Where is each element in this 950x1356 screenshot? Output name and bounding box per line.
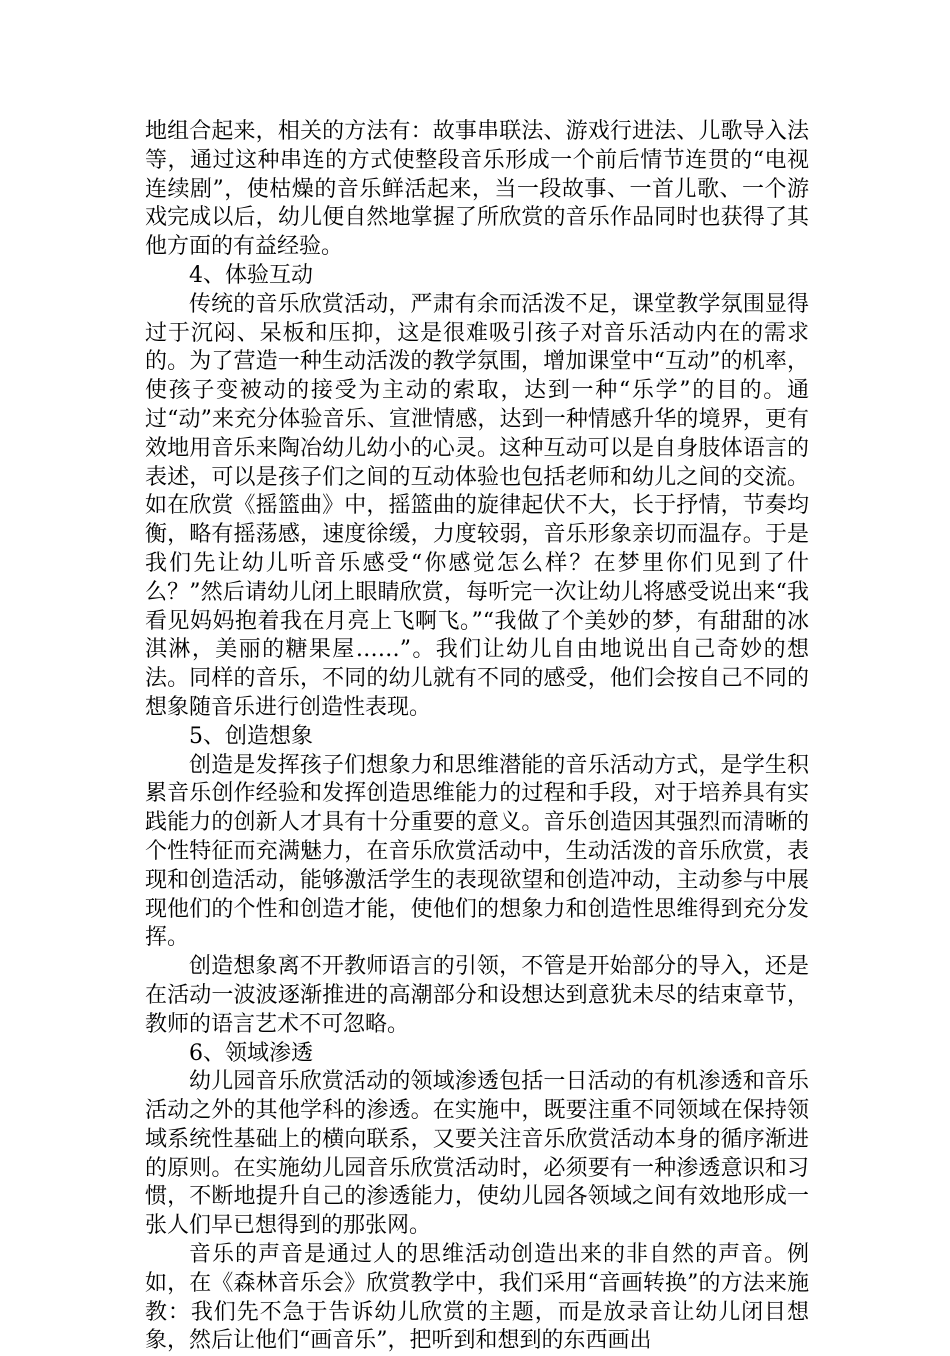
- body-paragraph: 幼儿园音乐欣赏活动的领域渗透包括一日活动的有机渗透和音乐活动之外的其他学科的渗透。在实施中，既要注重不同领域在保持领域系统性基础上的横向联系，又要关注音乐欣赏活动本身的循序渐进的原则。在实施幼儿园音乐欣赏活动时，必须要有一种渗透意识和习惯，不断地提升自己的渗透能力，使幼儿园各领域之间有效地形成一张人们早已想得到的那张网。: [145, 1069, 809, 1239]
- section-heading: 4、体验互动: [189, 262, 313, 288]
- body-paragraph: 传统的音乐欣赏活动，严肃有余而活泼不足，课堂教学氛围显得过于沉闷、呆板和压抑，这是很难吸引孩子对音乐活动内在的需求的。为了营造一种生动活泼的教学氛围，增加课堂中“互动”的机率，使孩子变被动的接受为主动的索取，达到一种“乐学”的目的。通过“动”来充分体验音乐、宣泄情感，达到一种情感升华的境界，更有效地用音乐来陶冶幼儿幼小的心灵。这种互动可以是自身肢体语言的表述，可以是孩子们之间的互动体验也包括老师和幼儿之间的交流。如在欣赏《摇篮曲》中，摇篮曲的旋律起伏不大，长于抒情，节奏均衡，略有摇荡感，速度徐缓，力度较弱，音乐形象亲切而温存。于是我们先让幼儿听音乐感受“你感觉怎么样？在梦里你们见到了什么？”然后请幼儿闭上眼睛欣赏，每听完一次让幼儿将感受说出来“我看见妈妈抱着我在月亮上飞啊飞。”“我做了个美妙的梦，有甜甜的冰淇淋，美丽的糖果屋……”。我们让幼儿自由地说出自己奇妙的想法。同样的音乐，不同的幼儿就有不同的感受，他们会按自己不同的想象随音乐进行创造性表现。: [145, 291, 809, 720]
- document-page: [145, 118, 809, 1356]
- section-heading: 5、创造想象: [189, 723, 313, 749]
- body-paragraph: 创造想象离不开教师语言的引领，不管是开始部分的导入，还是在活动一波波逐渐推进的高潮部分和设想达到意犹未尽的结束章节，教师的语言艺术不可忽略。: [145, 954, 809, 1037]
- body-paragraph: 地组合起来，相关的方法有：故事串联法、游戏行进法、儿歌导入法等，通过这种串连的方式使整段音乐形成一个前后情节连贯的“电视连续剧”，使枯燥的音乐鲜活起来，当一段故事、一首儿歌、一个游戏完成以后，幼儿便自然地掌握了所欣赏的音乐作品同时也获得了其他方面的有益经验。: [145, 119, 809, 260]
- section-heading: 6、领域渗透: [189, 1040, 313, 1066]
- body-paragraph: 创造是发挥孩子们想象力和思维潜能的音乐活动方式，是学生积累音乐创作经验和发挥创造思维能力的过程和手段，对于培养具有实践能力的创新人才具有十分重要的意义。音乐创造因其强烈而清晰的个性特征而充满魅力，在音乐欣赏活动中，生动活泼的音乐欣赏，表现和创造活动，能够激活学生的表现欲望和创造冲动，主动参与中展现他们的个性和创造才能，使他们的想象力和创造性思维得到充分发挥。: [145, 752, 809, 951]
- body-paragraph: 音乐的声音是通过人的思维活动创造出来的非自然的声音。例如，在《森林音乐会》欣赏教学中，我们采用“音画转换”的方法来施教：我们先不急于告诉幼儿欣赏的主题，而是放录音让幼儿闭目想象，然后让他们“画音乐”，把听到和想到的东西画出: [145, 1242, 809, 1354]
